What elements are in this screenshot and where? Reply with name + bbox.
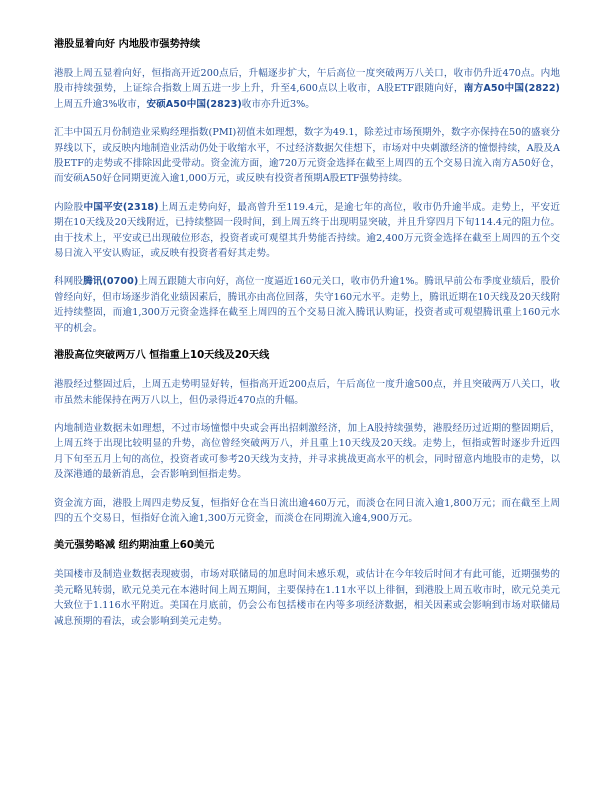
paragraph-text: 美国楼市及制造业数据表现疲弱，市场对联储局的加息时间未感乐观，或估计在今年较后时间才有此可能，近期强势的美元略见转弱，欧元兑美元在本港时间上周五期间，主要保持在1.11水平以上徘徊，到港股上周五收市时，欧元兑美元大致位于1.116水平附近。美国在月底前，仍会公布包括楼市在内等多项经济数据，相关因素或会影响到市场对联储局减息预期的看法，或会影响到美元走势。 <box>54 569 560 627</box>
paragraph-text: 汇丰中国五月份制造业采购经理指数(PMI)初值未如理想，数字为49.1，除差过市场预期外，数字亦保持在50的盛衰分界线以下，或反映内地制造业活动仍处于收缩水平，不过经济数据欠佳想下，市场对中央刺激经济的憧憬持续，A股及A股ETF的走势或不排除因此受带动。资金流方面，逾720万元资金选择在截至上周四的五个交易日流入南方A50好仓，而安硕A50好仓同期更流入逾1,000万元，或反映有投资者预期A股ETF强势持续。 <box>54 127 560 185</box>
paragraph-text: 内地制造业数据未如理想，不过市场憧憬中央或会再出招刺激经济，加上A股持续强势，港股经历过近期的整固期后，上周五终于出现比较明显的升势，高位曾经突破两万八，并且重上10天线及20天线。走势上，恒指或暂时逐步升近四月下旬至五月上旬的高位，投资者或可参考20天线为支持，并寻求挑战更高水平的机会，同时留意内地股市的走势，以及深港通的最新消息，会否影响到恒指走势。 <box>54 422 560 481</box>
article-section <box>54 349 560 526</box>
paragraph-text: 收市亦升近3%。 <box>241 98 315 110</box>
body-paragraph <box>54 496 560 527</box>
body-paragraph <box>54 421 560 483</box>
paragraph-text: 上周五跟随大市向好，高位一度逼近160元关口，收市仍升逾1%。腾讯早前公布季度业绩后，股价曾经向好，但市场逐步消化业绩因素后，腾讯亦由高位回落，失守160元水平。走势上，腾讯近期在10天线及20天线附近持续整固，而逾1,300万元资金选择在截至上周四的五个交易日流入腾讯认购证，投资者或可观望腾讯重上160元水平的机会。 <box>54 276 561 334</box>
article-section <box>54 539 560 629</box>
paragraph-text: 港股经过整固过后，上周五走势明显好转，恒指高开近200点后，午后高位一度升逾500点，并且突破两万八关口，收市虽然未能保持在两万八以上，但仍录得近470点的升幅。 <box>54 379 560 406</box>
paragraph-text: 上周五升逾3%收市， <box>54 98 147 110</box>
body-paragraph <box>54 200 560 262</box>
body-paragraph <box>54 66 560 112</box>
body-paragraph <box>54 377 560 408</box>
section-heading: 港股显着向好 内地股市强势持续 <box>54 39 201 50</box>
body-paragraph <box>54 567 560 629</box>
body-paragraph <box>54 125 560 187</box>
paragraph-text: 上周五走势向好，最高曾升至119.4元，是逾七年的高位，收市仍升逾半成。走势上，平安近期在10天线及20天线附近，已持续整固一段时间，到上周五终于出现明显突破，并且升穿四月下旬114.4元的阻力位。由于技术上，平安或已出现破位形态，投资者或可观望其升势能否持续。逾2,400万元资金选择在截至上周四的五个交易日流入平安认购证，或反映有投资者看好其走势。 <box>54 201 560 260</box>
article-section <box>54 38 560 336</box>
body-paragraph <box>54 274 560 336</box>
highlighted-ticker: 安硕A50中国(2823) <box>146 98 242 110</box>
paragraph-text: 资金流方面，港股上周四走势反复，恒指好仓在当日流出逾460万元，而淡仓在同日流入逾1,800万元；而在截至上周四的五个交易日，恒指好仓流入逾1,300万元资金，而淡仓在同期流入逾4,900万元。 <box>54 497 560 524</box>
paragraph-text: 内险股 <box>54 201 84 213</box>
highlighted-ticker: 中国平安(2318) <box>83 201 159 213</box>
paragraph-text: 科网股 <box>54 276 84 288</box>
highlighted-ticker: 南方A50中国(2822) <box>463 83 560 95</box>
document-page <box>54 38 560 642</box>
highlighted-ticker: 腾讯(0700) <box>83 276 139 288</box>
paragraph-text: 港股上周五显着向好，恒指高开近200点后，升幅逐步扩大，午后高位一度突破两万八关口，收市仍升近470点。内地股市持续强势，上证综合指数上周五进一步上升，升至4,600点以上收市，A股ETF跟随向好， <box>54 68 560 95</box>
section-heading: 港股高位突破两万八 恒指重上10天线及20天线 <box>54 350 270 362</box>
section-heading: 美元强势略减 纽约期油重上60美元 <box>54 540 215 552</box>
